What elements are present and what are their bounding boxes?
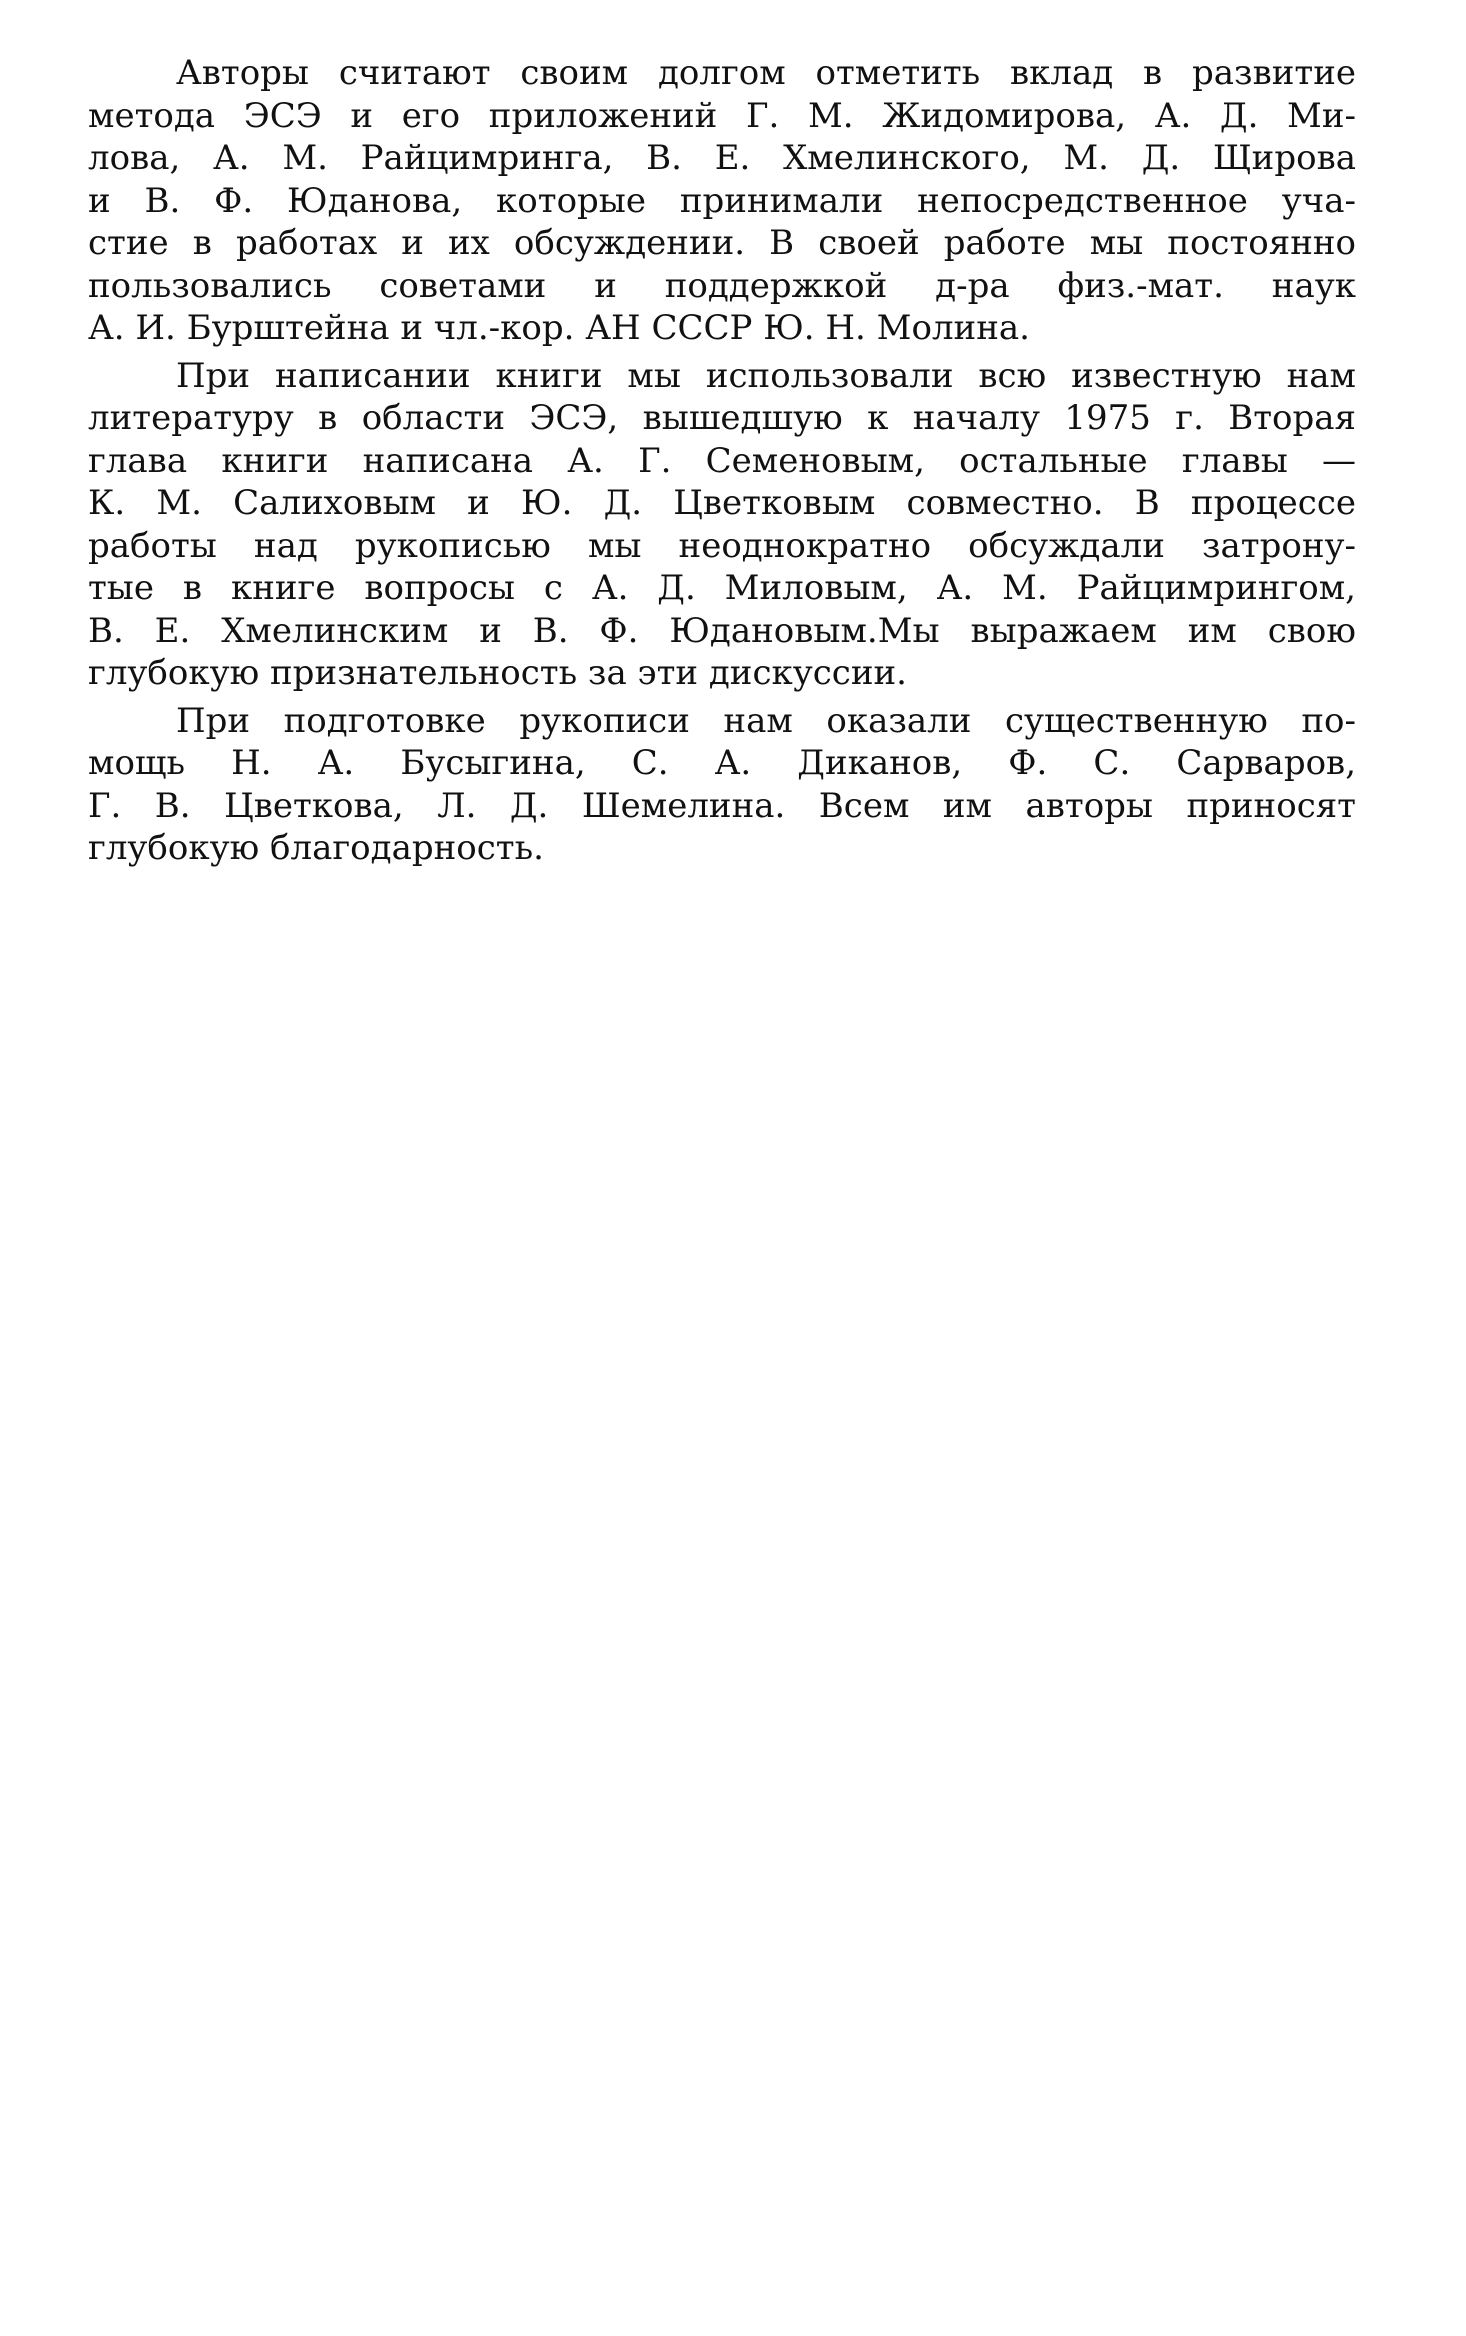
text-line: глава книги написана А. Г. Семеновым, остальные главы — (88, 440, 1356, 481)
text-line: При написании книги мы использовали всю известную нам (176, 355, 1356, 396)
text-line: пользовались советами и поддержкой д-ра физ.-мат. наук (88, 265, 1356, 306)
text-line: тые в книге вопросы с А. Д. Миловым, А. М. Райцимрингом, (88, 568, 1356, 608)
acknowledgements-text (88, 52, 1356, 870)
text-line: При подготовке рукописи нам оказали существенную по- (176, 700, 1356, 741)
text-line: мощь Н. А. Бусыгина, С. А. Диканов, Ф. С. Сарваров, (88, 743, 1356, 783)
text-line: Г. В. Цветкова, Л. Д. Шемелина. Всем им авторы приносят (88, 785, 1356, 826)
paragraph-1 (88, 52, 1356, 350)
text-line: Авторы считают своим долгом отметить вклад в развитие (176, 53, 1356, 93)
text-line: глубокую признательность за эти дискуссии. (88, 653, 907, 693)
text-line: А. И. Бурштейна и чл.-кор. АН СССР Ю. Н. Молина. (88, 308, 1030, 348)
text-line: литературу в области ЭСЭ, вышедшую к началу 1975 г. Вторая (88, 398, 1356, 438)
text-line: К. М. Салиховым и Ю. Д. Цветковым совместно. В процессе (88, 483, 1356, 523)
text-line: работы над рукописью мы неоднократно обсуждали затрону- (88, 525, 1356, 566)
text-line: метода ЭСЭ и его приложений Г. М. Жидомирова, А. Д. Ми- (88, 95, 1356, 136)
paragraph-2 (88, 355, 1356, 695)
paragraph-3 (88, 700, 1356, 870)
text-line: лова, А. М. Райцимринга, В. Е. Хмелинского, М. Д. Щирова (88, 138, 1356, 178)
text-line: стие в работах и их обсуждении. В своей работе мы постоянно (88, 223, 1356, 263)
text-line: глубокую благодарность. (88, 828, 544, 868)
text-line: В. Е. Хмелинским и В. Ф. Юдановым.Мы выражаем им свою (88, 610, 1356, 651)
text-line: и В. Ф. Юданова, которые принимали непосредственное уча- (88, 180, 1356, 221)
